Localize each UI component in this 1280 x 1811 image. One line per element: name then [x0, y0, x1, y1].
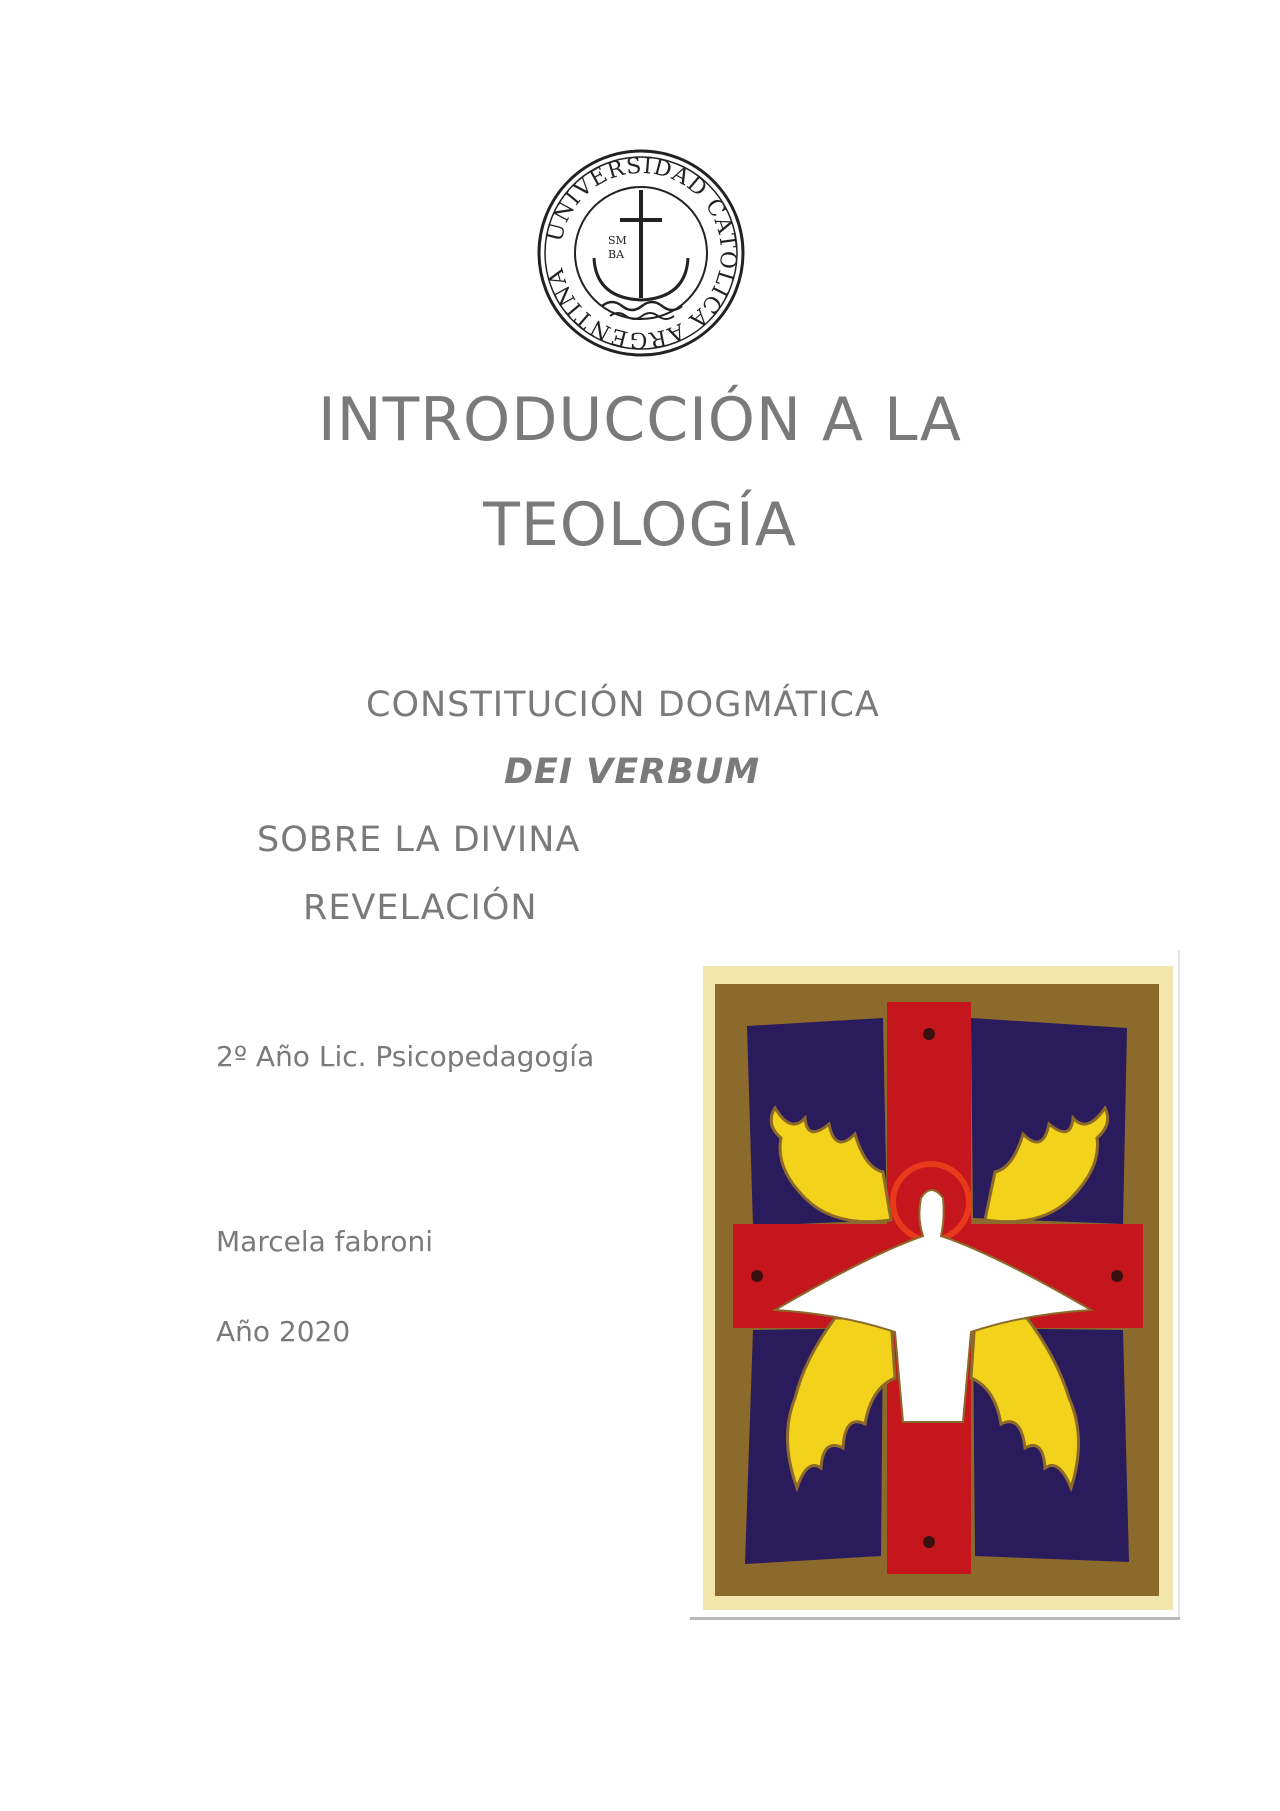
- university-seal-logo: [536, 148, 746, 358]
- cross-nail-top: [923, 1028, 935, 1040]
- cross-nail-left: [751, 1270, 763, 1282]
- year-label: Año 2020: [216, 1315, 351, 1348]
- document-title-line-2: TEOLOGÍA: [483, 490, 797, 560]
- holy-spirit-dove-illustration: [695, 958, 1180, 1618]
- author-name: Marcela fabroni: [216, 1225, 434, 1258]
- subtitle-line-1: CONSTITUCIÓN DOGMÁTICA: [366, 685, 880, 725]
- subtitle-line-4: REVELACIÓN: [303, 888, 538, 928]
- seal-monogram-top: SM: [608, 234, 627, 247]
- seal-ring-text: UNIVERSIDAD CATOLICA ARGENTINA: [542, 153, 741, 353]
- cross-nail-bottom: [923, 1536, 935, 1548]
- document-title-line-1: INTRODUCCIÓN A LA: [318, 385, 962, 455]
- cross-nail-right: [1111, 1270, 1123, 1282]
- seal-monogram-bottom: BA: [608, 248, 625, 261]
- subtitle-dei-verbum: DEI VERBUM: [504, 752, 761, 792]
- course-label: 2º Año Lic. Psicopedagogía: [216, 1040, 595, 1073]
- illustration-bottom-rule: [690, 1617, 1180, 1620]
- subtitle-line-3: SOBRE LA DIVINA: [257, 820, 581, 860]
